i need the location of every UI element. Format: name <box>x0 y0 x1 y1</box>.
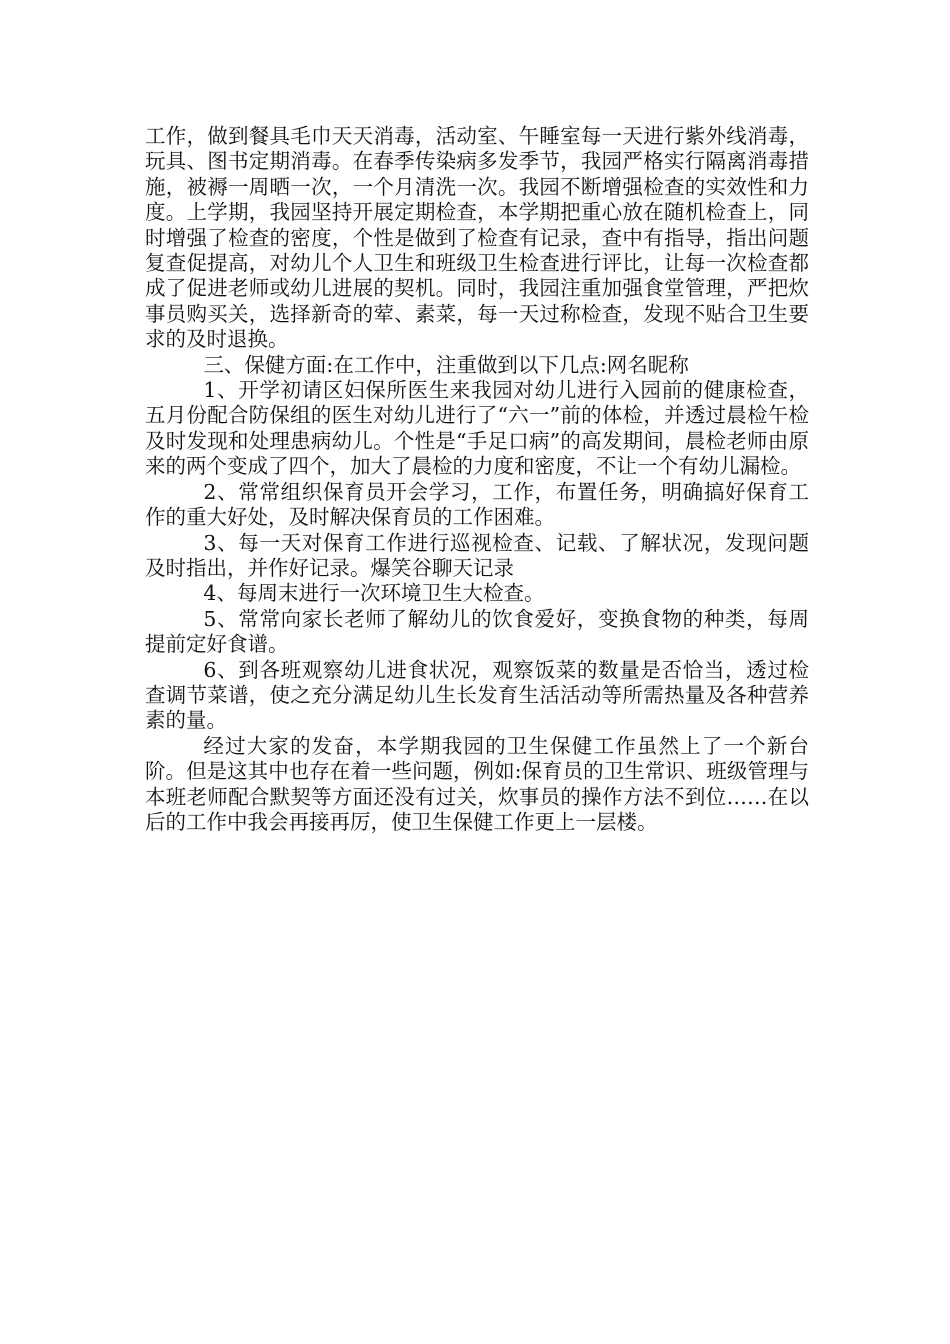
list-item-5: 5、常常向家长老师了解幼儿的饮食爱好，变换食物的种类，每周提前定好食谱。 <box>145 606 809 657</box>
list-item-2: 2、常常组织保育员开会学习，工作，布置任务，明确搞好保育工作的重大好处，及时解决保育员的工作困难。 <box>145 479 809 530</box>
list-item-4: 4、每周末进行一次环境卫生大检查。 <box>203 581 545 606</box>
list-item-3: 3、每一天对保育工作进行巡视检查、记载、了解状况，发现问题及时指出，并作好记录。爆笑谷聊天记录 <box>145 530 809 580</box>
list-item-6: 6、到各班观察幼儿进食状况，观察饭菜的数量是否恰当，透过检查调节菜谱，使之充分满足幼儿生长发育生活活动等所需热量及各种营养素的量。 <box>145 657 809 733</box>
paragraph-conclusion: 经过大家的发奋，本学期我园的卫生保健工作虽然上了一个新台阶。但是这其中也存在着一些问题，例如:保育员的卫生常识、班级管理与本班老师配合默契等方面还没有过关，炊事员的操作方法不到位……在以后的工作中我会再接再厉，使卫生保健工作更上一层楼。 <box>145 733 809 834</box>
paragraph-hygiene-continued: 工作，做到餐具毛巾天天消毒，活动室、午睡室每一天进行紫外线消毒，玩具、图书定期消毒。在春季传染病多发季节，我园严格实行隔离消毒措施，被褥一周晒一次，一个月清洗一次。我园不断增强检查的实效性和力度。上学期，我园坚持开展定期检查，本学期把重心放在随机检查上，同时增强了检查的密度，个性是做到了检查有记录，查中有指导，指出问题复查促提高，对幼儿个人卫生和班级卫生检查进行评比，让每一次检查都成了促进老师或幼儿进展的契机。同时，我园注重加强食堂管理，严把炊事员购买关，选择新奇的荤、素菜，每一天过称检查，发现不贴合卫生要求的及时退换。 <box>145 124 809 352</box>
section-heading-health-care: 三、保健方面:在工作中，注重做到以下几点:网名昵称 <box>203 352 689 377</box>
list-item-1: 1、开学初请区妇保所医生来我园对幼儿进行入园前的健康检查，五月份配合防保组的医生对幼儿进行了“六一”前的体检，并透过晨检午检及时发现和处理患病幼儿。个性是“手足口病”的高发期间，晨检老师由原来的两个变成了四个，加大了晨检的力度和密度，不让一个有幼儿漏检。 <box>145 378 809 479</box>
document-body <box>145 124 809 835</box>
